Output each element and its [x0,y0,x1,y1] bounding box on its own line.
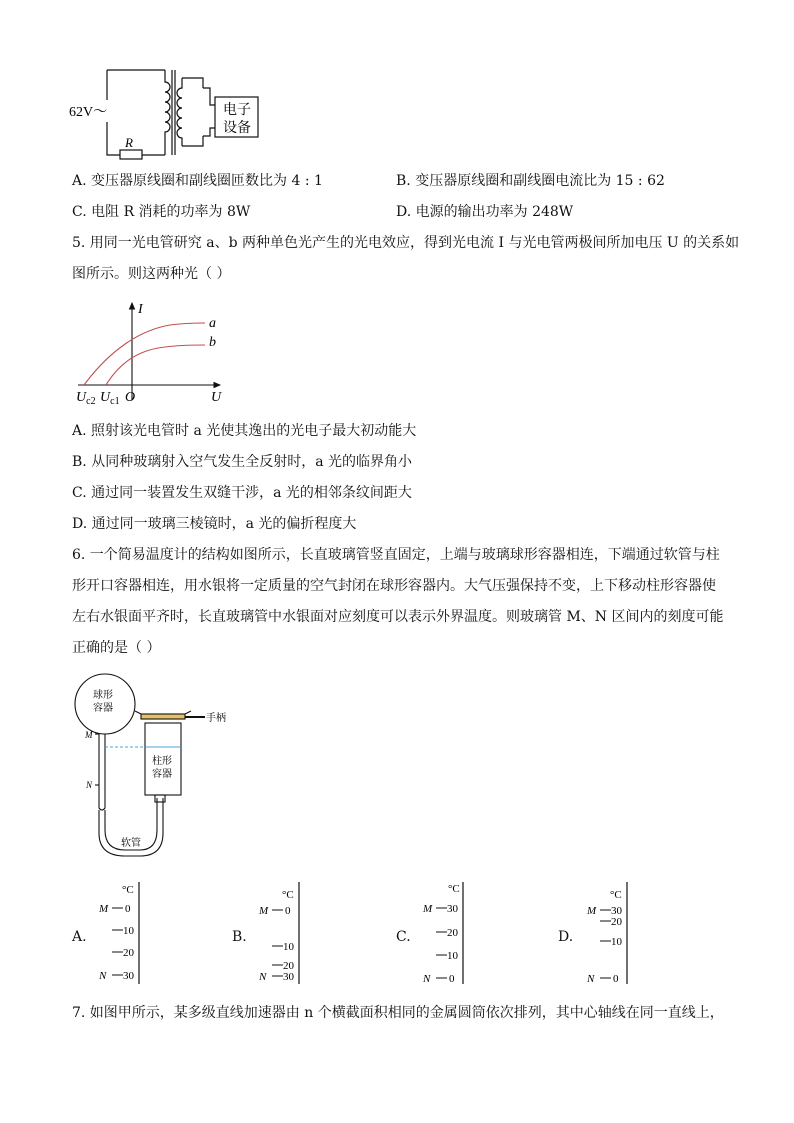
q5-option-a: A. 照射该光电管时 a 光使其逸出的光电子最大初动能大 [72,423,417,439]
q6-stem-line1: 6. 一个简易温度计的结构如图所示，长直玻璃管竖直固定，上端与玻璃球形容器相连，下端通过软管与柱 [72,547,720,563]
q5-option-b: B. 从同种玻璃射入空气发生全反射时，a 光的临界角小 [72,454,412,470]
q5-option-d: D. 通过同一玻璃三棱镜时，a 光的偏折程度大 [72,516,357,532]
tube-mark-n: N [86,780,93,790]
cylinder-label-line2: 容器 [152,769,172,780]
q6-option-d-letter: D. [558,929,574,945]
scale-n: N [259,971,267,983]
scale-n: N [99,970,107,982]
thermometer-apparatus-figure [65,668,245,868]
scale-unit: °C [122,884,134,896]
scale-m: M [423,903,433,915]
device-label-line1: 电子 [223,103,251,118]
scale-tick: 10 [611,936,622,948]
q6-option-b-letter: B. [232,929,247,945]
uc1-label: U [100,390,111,405]
photoelectric-graph [70,295,240,410]
q4-option-d: D. 电源的输出功率为 248W [396,204,574,220]
scale-tick: 10 [283,941,294,953]
scale-tick: 0 [125,903,131,915]
uc2-subscript: c2 [86,396,96,407]
q6-option-c-scale [416,878,476,988]
scale-m: M [99,903,109,915]
scale-m: M [587,905,597,917]
scale-tick: 30 [611,905,622,917]
scale-tick: 30 [283,971,294,983]
scale-n: N [423,973,431,985]
q5-stem-line2: 图所示。则这两种光（ ） [72,266,231,282]
transformer-circuit-figure [60,60,270,165]
scale-tick: 30 [123,970,134,982]
scale-m: M [259,905,269,917]
scale-tick: 20 [283,960,294,972]
tube-mark-m: M [85,730,93,740]
q6-option-a-letter: A. [72,929,87,945]
q4-option-a: A. 变压器原线圈和副线圈匝数比为 4 : 1 [72,173,323,189]
q7-stem-line1: 7. 如图甲所示，某多级直线加速器由 n 个横截面积相同的金属圆筒依次排列，其中心轴线在同一直线上， [72,1005,724,1021]
scale-tick: 20 [447,927,458,939]
scale-n: N [587,973,595,985]
q6-stem-line3: 左右水银面平齐时，长直玻璃管中水银面对应刻度可以表示外界温度。则玻璃管 M、N 区间内的刻度可能 [72,609,724,625]
svg-text:Uc1 [100,390,120,407]
scale-unit: °C [610,889,622,901]
q5-option-c: C. 通过同一装置发生双缝干涉，a 光的相邻条纹间距大 [72,485,412,501]
svg-text:Uc2 [76,390,96,407]
scale-tick: 30 [447,903,458,915]
q6-option-c-letter: C. [396,929,411,945]
resistor-label: R [125,135,133,150]
bulb-label-line2: 容器 [93,703,113,714]
curve-b-label: b [209,335,216,350]
scale-unit: °C [282,889,294,901]
i-axis-label: I [138,302,143,317]
uc2-label: U [76,390,87,405]
q6-option-d-scale [580,878,640,988]
scale-tick: 20 [123,947,134,959]
curve-a-label: a [209,316,216,331]
device-label-line2: 设备 [223,121,251,136]
q6-option-b-scale [252,878,312,988]
q6-stem-line4: 正确的是（ ） [72,640,161,656]
uc1-subscript: c1 [110,396,120,407]
scale-tick: 0 [449,973,455,985]
handle-label: 手柄 [206,713,226,724]
hose-label: 软管 [121,838,141,849]
q6-option-a-scale [92,878,152,988]
scale-tick: 20 [611,916,622,928]
q5-stem-line1: 5. 用同一光电管研究 a、b 两种单色光产生的光电效应，得到光电流 I 与光电管两极间所加电压 U 的关系如 [72,235,740,251]
q6-stem-line2: 形开口容器相连，用水银将一定质量的空气封闭在球形容器内。大气压强保持不变，上下移动柱形容器使 [72,578,716,594]
scale-tick: 10 [123,925,134,937]
bulb-label-line1: 球形 [93,690,113,701]
origin-label: O [125,390,136,405]
scale-tick: 0 [613,973,619,985]
q4-option-c: C. 电阻 R 消耗的功率为 8W [72,204,251,220]
q4-option-b: B. 变压器原线圈和副线圈电流比为 15 : 62 [396,173,665,189]
cylinder-label-line1: 柱形 [152,756,172,767]
scale-unit: °C [448,883,460,895]
scale-tick: 10 [447,950,458,962]
scale-tick: 0 [285,905,291,917]
source-voltage-label: 62V～ [69,105,108,120]
u-axis-label: U [211,390,222,405]
